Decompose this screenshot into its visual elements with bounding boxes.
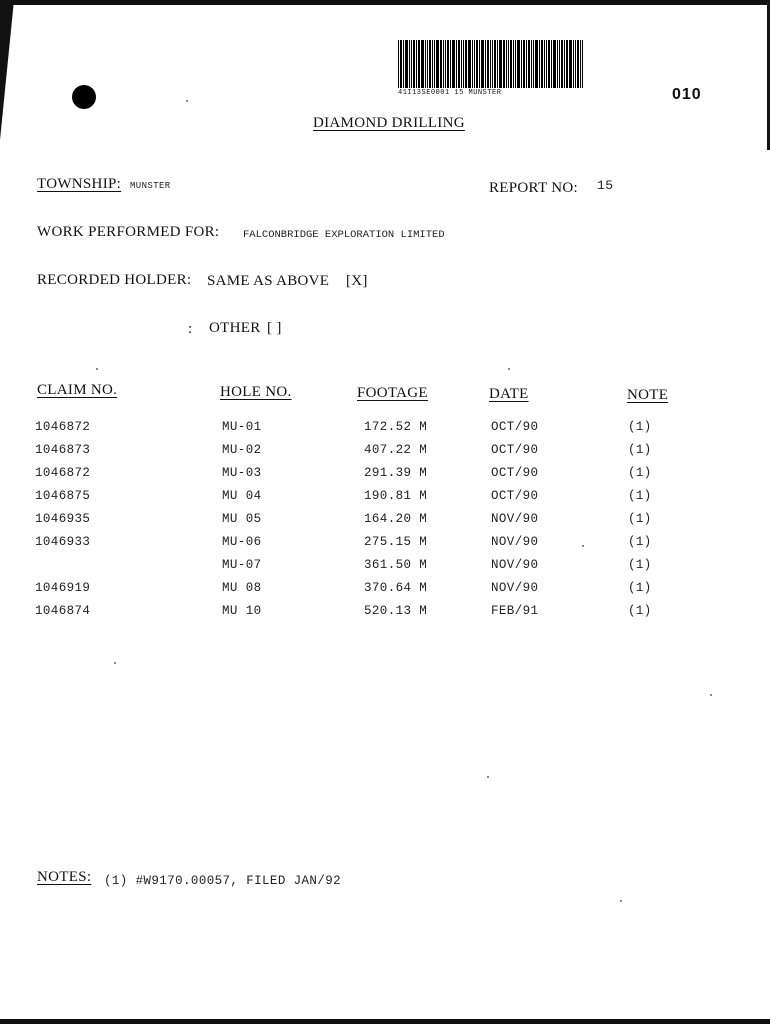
header-date: DATE	[489, 386, 529, 402]
scan-speck	[114, 662, 116, 664]
scan-speck	[508, 368, 510, 370]
report-value: 15	[597, 178, 614, 193]
cell-date: OCT/90	[491, 489, 539, 503]
cell-claim: 1046933	[35, 535, 91, 549]
cell-date: OCT/90	[491, 443, 539, 457]
cell-note: (1)	[628, 489, 652, 503]
other-checkbox: [ ]	[267, 320, 282, 336]
cell-date: NOV/90	[491, 581, 539, 595]
cell-note: (1)	[628, 604, 652, 618]
same-as-above-label: SAME AS ABOVE	[207, 273, 330, 289]
document-title: DIAMOND DRILLING	[313, 115, 465, 131]
cell-date: OCT/90	[491, 466, 539, 480]
cell-claim: 1046872	[35, 466, 91, 480]
header-footage: FOOTAGE	[357, 385, 428, 401]
scan-speck	[186, 100, 188, 102]
header-note: NOTE	[627, 387, 669, 403]
scan-bottom-edge	[0, 1019, 770, 1024]
cell-footage: 275.15 M	[364, 535, 428, 549]
cell-hole: MU 10	[222, 604, 262, 618]
table-row	[0, 581, 770, 603]
table-row	[0, 604, 770, 626]
header-hole-no: HOLE NO.	[220, 384, 292, 400]
cell-claim: 1046872	[35, 420, 91, 434]
township-label: TOWNSHIP:	[37, 176, 122, 192]
cell-claim: 1046935	[35, 512, 91, 526]
cell-claim: 1046874	[35, 604, 91, 618]
table-row	[0, 558, 770, 580]
cell-date: OCT/90	[491, 420, 539, 434]
cell-hole: MU 08	[222, 581, 262, 595]
cell-hole: MU-01	[222, 420, 262, 434]
cell-claim: 1046875	[35, 489, 91, 503]
header-claim-no: CLAIM NO.	[37, 382, 118, 398]
cell-date: NOV/90	[491, 535, 539, 549]
table-row	[0, 489, 770, 511]
cell-footage: 172.52 M	[364, 420, 428, 434]
cell-footage: 370.64 M	[364, 581, 428, 595]
cell-footage: 190.81 M	[364, 489, 428, 503]
cell-hole: MU-06	[222, 535, 262, 549]
cell-date: NOV/90	[491, 512, 539, 526]
other-separator: :	[188, 321, 193, 337]
cell-hole: MU-02	[222, 443, 262, 457]
recorded-holder-label: RECORDED HOLDER:	[37, 272, 192, 288]
cell-note: (1)	[628, 420, 652, 434]
cell-hole: MU-03	[222, 466, 262, 480]
table-row	[0, 443, 770, 465]
scan-speck	[620, 900, 622, 902]
table-row	[0, 466, 770, 488]
cell-note: (1)	[628, 466, 652, 480]
cell-note: (1)	[628, 558, 652, 572]
report-label: REPORT NO:	[489, 180, 578, 196]
table-row	[0, 512, 770, 534]
cell-date: FEB/91	[491, 604, 539, 618]
cell-note: (1)	[628, 581, 652, 595]
other-label: OTHER	[209, 320, 261, 336]
cell-date: NOV/90	[491, 558, 539, 572]
punch-hole	[72, 85, 96, 109]
township-value: MUNSTER	[130, 181, 171, 191]
scan-left-edge	[0, 0, 14, 140]
scan-speck	[487, 776, 489, 778]
scan-speck	[710, 694, 712, 696]
page-code: 010	[672, 86, 702, 103]
cell-note: (1)	[628, 512, 652, 526]
work-performed-value: FALCONBRIDGE EXPLORATION LIMITED	[243, 229, 445, 241]
cell-claim: 1046873	[35, 443, 91, 457]
notes-label: NOTES:	[37, 869, 92, 885]
scan-speck	[96, 368, 98, 370]
same-as-above-checkbox: [X]	[346, 273, 368, 289]
table-row	[0, 535, 770, 557]
cell-footage: 407.22 M	[364, 443, 428, 457]
scan-top-edge	[0, 0, 770, 5]
cell-note: (1)	[628, 443, 652, 457]
cell-footage: 164.20 M	[364, 512, 428, 526]
notes-text: (1) #W9170.00057, FILED JAN/92	[104, 874, 342, 888]
cell-note: (1)	[628, 535, 652, 549]
cell-footage: 520.13 M	[364, 604, 428, 618]
barcode-caption: 41I13SE0001 15 MUNSTER	[398, 89, 502, 97]
work-performed-label: WORK PERFORMED FOR:	[37, 224, 220, 240]
cell-hole: MU 05	[222, 512, 262, 526]
table-row	[0, 420, 770, 442]
cell-claim: 1046919	[35, 581, 91, 595]
barcode	[398, 40, 614, 88]
cell-hole: MU-07	[222, 558, 262, 572]
cell-footage: 291.39 M	[364, 466, 428, 480]
cell-hole: MU 04	[222, 489, 262, 503]
cell-footage: 361.50 M	[364, 558, 428, 572]
